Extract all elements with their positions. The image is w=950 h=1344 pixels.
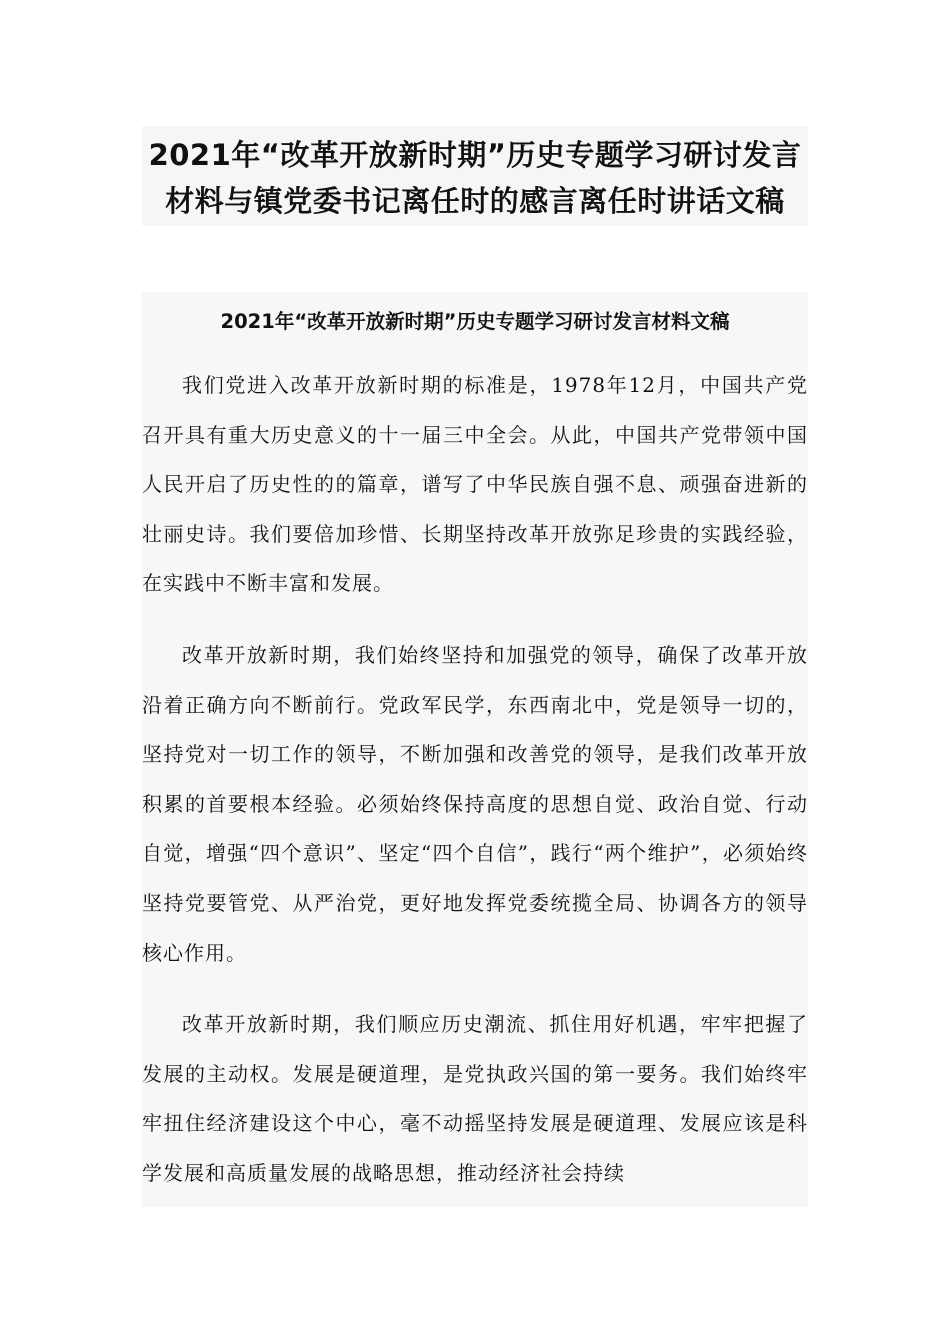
section-title: 2021年“改革开放新时期”历史专题学习研讨发言材料文稿	[220, 310, 730, 333]
document-title-block	[142, 126, 808, 226]
body-paragraph-1: 我们党进入改革开放新时期的标准是，1978年12月，中国共产党召开具有重大历史意义的十一届三中全会。从此，中国共产党带领中国人民开启了历史性的的篇章，谱写了中华民族自强不息、顽强奋进新的壮丽史诗。我们要倍加珍惜、长期坚持改革开放弥足珍贵的实践经验，在实践中不断丰富和发展。	[142, 373, 808, 596]
document-body	[142, 292, 808, 1207]
body-paragraph-3: 改革开放新时期，我们顺应历史潮流、抓住用好机遇，牢牢把握了发展的主动权。发展是硬道理，是党执政兴国的第一要务。我们始终牢牢扭住经济建设这个中心，毫不动摇坚持发展是硬道理、发展应该是科学发展和高质量发展的战略思想，推动经济社会持续	[142, 1012, 808, 1185]
document-title-line-1: 2021年“改革开放新时期”历史专题学习研讨发言	[148, 138, 802, 172]
document-title	[142, 126, 808, 224]
document-title-line-2: 材料与镇党委书记离任时的感言离任时讲话文稿	[165, 184, 785, 218]
body-paragraph-2: 改革开放新时期，我们始终坚持和加强党的领导，确保了改革开放沿着正确方向不断前行。党政军民学，东西南北中，党是领导一切的，坚持党对一切工作的领导，不断加强和改善党的领导，是我们改革开放积累的首要根本经验。必须始终保持高度的思想自觉、政治自觉、行动自觉，增强“四个意识”、坚定“四个自信”，践行“两个维护”，必须始终坚持党要管党、从严治党，更好地发挥党委统揽全局、协调各方的领导核心作用。	[142, 642, 808, 965]
